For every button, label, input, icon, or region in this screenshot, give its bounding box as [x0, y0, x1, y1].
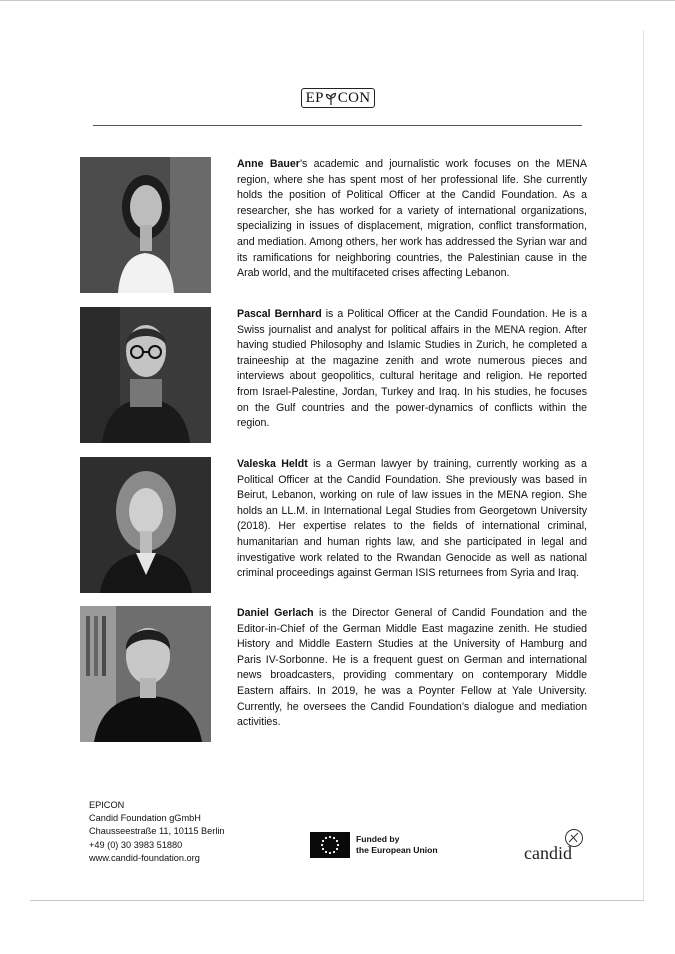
bio-name: Daniel Gerlach — [237, 607, 314, 619]
epicon-logo-ep: EP — [305, 89, 324, 106]
eu-line-1: Funded by — [356, 834, 400, 844]
leaf-icon — [325, 92, 337, 105]
bio-body: is the Director General of Candid Foundation and the Editor-in-Chief of the German Middle East magazine zenith. He studied History and Middle Eastern Studies at the University of Hamburg and Paris IV-Sorbonne. He is a frequent guest on German and international news broadcasters, providing commentary on contemporary Middle Eastern affairs. In 2019, he was a Poynter Fellow at Yale University. Currently, he oversees the Candid Foundation’s dialogue and mediation activities. — [237, 607, 587, 729]
header-divider — [93, 125, 582, 126]
footer-line-company: Candid Foundation gGmbH — [89, 813, 201, 824]
candid-logo — [524, 828, 588, 864]
bio-paragraph — [237, 157, 587, 293]
eu-funding-text — [356, 834, 438, 856]
eu-funding — [310, 832, 438, 858]
epicon-logo — [301, 88, 375, 108]
bio-paragraph — [237, 606, 587, 742]
bio-name: Anne Bauer — [237, 158, 300, 170]
portrait-photo — [80, 457, 211, 593]
bio-anne-bauer — [80, 157, 587, 293]
portrait-photo — [80, 307, 211, 443]
footer-line-phone: +49 (0) 30 3983 51880 — [89, 839, 183, 850]
eu-flag-icon — [310, 832, 350, 858]
bio-body: ’s academic and journalistic work focuses on the MENA region, where she has spent most of her professional life. She currently holds the position of Political Officer at the Candid Foundation. As a researcher, she has worked for a variety of international organizations, specializing in issues of displacement, migration, conflict transformation, and mediation. Among others, her work has addressed the Syrian war and its ramifications for neighboring countries, the Palestinian cause in the Arab world, and the multifaceted crises affecting Lebanon. — [237, 158, 587, 280]
footer-line-org: EPICON — [89, 800, 125, 810]
bio-paragraph — [237, 307, 587, 443]
bio-name: Valeska Heldt — [237, 458, 308, 470]
epicon-logo-con: CON — [337, 89, 371, 106]
bio-valeska-heldt — [80, 457, 587, 593]
bio-daniel-gerlach — [80, 606, 587, 742]
portrait-photo — [80, 606, 211, 742]
footer-line-street: Chausseestraße 11, 10115 Berlin — [89, 826, 225, 837]
candid-wordmark: candid — [524, 843, 572, 863]
page-edge-top — [0, 0, 675, 1]
portrait-photo — [80, 157, 211, 293]
bio-paragraph — [237, 457, 587, 593]
bio-pascal-bernhard — [80, 307, 587, 443]
eu-line-2: the European Union — [356, 845, 438, 855]
bio-body: is a Political Officer at the Candid Foundation. He is a Swiss journalist and analyst for political affairs in the MENA region. After having studied Philosophy and Islamic Studies in Zurich, he completed a traineeship at the magazine zenith and wrote numerous pieces and interviews about geopolitics, cultural heritage and religion. He reported from Israel-Palestine, Jordan, Turkey and Iraq. In his studies, he focuses on the Gulf countries and the power-dynamics of conflicts within the region. — [237, 308, 587, 430]
footer-address — [89, 799, 225, 865]
page-edge-bottom — [30, 900, 644, 901]
bio-body: is a German lawyer by training, currently working as a Political Officer at the Candid Foundation. She previously was based in Beirut, Lebanon, working on rule of law issues in the MENA region. She holds an LL.M. in International Legal Studies from Georgetown University (2018). Her expertise relates to the fields of international criminal, humanitarian and human rights law, and she participated in legal and investigative work related to the Rwandan Genocide as well as national criminal proceedings against German ISIS returnees from Syria and Iraq. — [237, 458, 587, 580]
bio-name: Pascal Bernhard — [237, 308, 322, 320]
page-edge-right — [643, 30, 644, 900]
footer-line-website[interactable]: www.candid-foundation.org — [89, 852, 200, 863]
